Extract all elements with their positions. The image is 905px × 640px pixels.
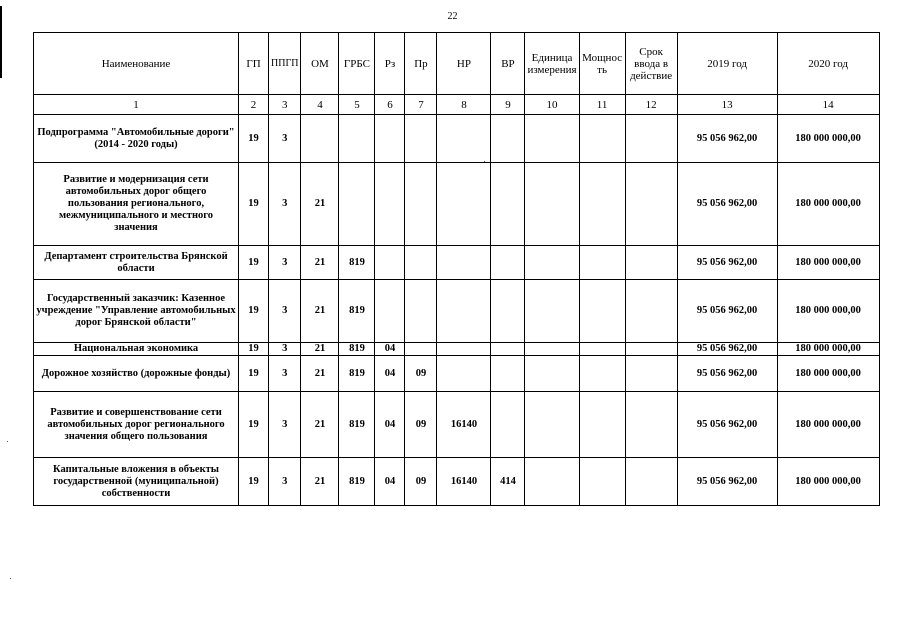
row-name: Национальная экономика (34, 343, 239, 356)
cell-om: 21 (301, 356, 339, 392)
cell-rz: 04 (375, 458, 405, 506)
table-row (34, 280, 880, 343)
cell-vr (491, 163, 525, 246)
cell-om (301, 115, 339, 163)
cell-pr: 09 (405, 392, 437, 458)
row-name: Развитие и совершенствование сети автомобильных дорог регионального значения общего пользования (34, 392, 239, 458)
column-number: 11 (579, 95, 625, 115)
cell-nr (437, 356, 491, 392)
cell-capacity (579, 246, 625, 280)
cell-vr (491, 246, 525, 280)
cell-capacity (579, 343, 625, 356)
cell-vr (491, 356, 525, 392)
cell-grbs (339, 163, 375, 246)
cell-pr (405, 246, 437, 280)
column-number: 2 (239, 95, 269, 115)
header-cell: ППГП (269, 33, 301, 95)
column-number-row (34, 95, 880, 115)
table-row (34, 246, 880, 280)
header-cell: ГРБС (339, 33, 375, 95)
cell-vr (491, 280, 525, 343)
column-number: 8 (437, 95, 491, 115)
cell-unit (525, 163, 579, 246)
cell-term (625, 280, 677, 343)
cell-2019: 95 056 962,00 (677, 115, 777, 163)
row-name: Дорожное хозяйство (дорожные фонды) (34, 356, 239, 392)
header-cell: ВР (491, 33, 525, 95)
cell-2020: 180 000 000,00 (777, 458, 879, 506)
budget-table (33, 32, 880, 506)
header-cell: 2020 год (777, 33, 879, 95)
cell-gp: 19 (239, 115, 269, 163)
cell-pr: 09 (405, 356, 437, 392)
cell-pr (405, 280, 437, 343)
column-number: 12 (625, 95, 677, 115)
cell-rz: 04 (375, 392, 405, 458)
column-number: 5 (339, 95, 375, 115)
cell-capacity (579, 163, 625, 246)
header-cell: Наименование (34, 33, 239, 95)
header-cell: Срок ввода в действие (625, 33, 677, 95)
cell-ppgp: 3 (269, 246, 301, 280)
cell-rz (375, 115, 405, 163)
cell-gp: 19 (239, 458, 269, 506)
cell-pr (405, 163, 437, 246)
cell-2019: 95 056 962,00 (677, 458, 777, 506)
cell-term (625, 356, 677, 392)
cell-unit (525, 280, 579, 343)
cell-2019: 95 056 962,00 (677, 280, 777, 343)
table-row (34, 392, 880, 458)
cell-term (625, 163, 677, 246)
cell-term (625, 458, 677, 506)
cell-rz: 04 (375, 343, 405, 356)
cell-nr (437, 343, 491, 356)
cell-pr: 09 (405, 458, 437, 506)
cell-vr: 414 (491, 458, 525, 506)
cell-ppgp: 3 (269, 343, 301, 356)
column-number: 3 (269, 95, 301, 115)
cell-grbs: 819 (339, 392, 375, 458)
row-name: Государственный заказчик: Казенное учреждение "Управление автомобильных дорог Брянской области" (34, 280, 239, 343)
cell-grbs: 819 (339, 356, 375, 392)
cell-2020: 180 000 000,00 (777, 392, 879, 458)
cell-2020: 180 000 000,00 (777, 115, 879, 163)
cell-2019: 95 056 962,00 (677, 343, 777, 356)
cell-unit (525, 458, 579, 506)
cell-rz (375, 163, 405, 246)
cell-2019: 95 056 962,00 (677, 246, 777, 280)
cell-unit (525, 392, 579, 458)
cell-capacity (579, 458, 625, 506)
header-cell: НР (437, 33, 491, 95)
cell-nr: 16140 (437, 392, 491, 458)
cell-vr (491, 115, 525, 163)
cell-gp: 19 (239, 392, 269, 458)
cell-grbs: 819 (339, 280, 375, 343)
cell-capacity (579, 392, 625, 458)
cell-om: 21 (301, 163, 339, 246)
cell-ppgp: 3 (269, 280, 301, 343)
header-cell: ОМ (301, 33, 339, 95)
cell-gp: 19 (239, 356, 269, 392)
cell-pr (405, 115, 437, 163)
table-row (34, 356, 880, 392)
cell-nr (437, 115, 491, 163)
header-cell: Пр (405, 33, 437, 95)
cell-capacity (579, 280, 625, 343)
cell-rz: 04 (375, 356, 405, 392)
cell-gp: 19 (239, 163, 269, 246)
cell-2020: 180 000 000,00 (777, 246, 879, 280)
cell-term (625, 392, 677, 458)
table-row (34, 343, 880, 356)
header-cell: ГП (239, 33, 269, 95)
cell-rz (375, 280, 405, 343)
column-number: 10 (525, 95, 579, 115)
cell-om: 21 (301, 280, 339, 343)
table-row (34, 458, 880, 506)
cell-vr (491, 343, 525, 356)
cell-capacity (579, 115, 625, 163)
row-name: Департамент строительства Брянской области (34, 246, 239, 280)
cell-capacity (579, 356, 625, 392)
cell-om: 21 (301, 458, 339, 506)
cell-2020: 180 000 000,00 (777, 280, 879, 343)
cell-2020: 180 000 000,00 (777, 163, 879, 246)
cell-nr: 16140 (437, 458, 491, 506)
cell-nr (437, 163, 491, 246)
cell-om: 21 (301, 392, 339, 458)
column-number: 6 (375, 95, 405, 115)
cell-vr (491, 392, 525, 458)
header-cell: 2019 год (677, 33, 777, 95)
cell-2019: 95 056 962,00 (677, 356, 777, 392)
cell-term (625, 343, 677, 356)
cell-grbs: 819 (339, 458, 375, 506)
column-number: 13 (677, 95, 777, 115)
column-number: 9 (491, 95, 525, 115)
cell-unit (525, 356, 579, 392)
cell-unit (525, 343, 579, 356)
cell-grbs (339, 115, 375, 163)
cell-om: 21 (301, 246, 339, 280)
header-cell: Мощность (579, 33, 625, 95)
cell-gp: 19 (239, 280, 269, 343)
table-row (34, 115, 880, 163)
column-number: 1 (34, 95, 239, 115)
cell-ppgp: 3 (269, 356, 301, 392)
header-row (34, 33, 880, 95)
cell-ppgp: 3 (269, 458, 301, 506)
header-cell: Рз (375, 33, 405, 95)
table-row (34, 163, 880, 246)
cell-gp: 19 (239, 246, 269, 280)
cell-2019: 95 056 962,00 (677, 392, 777, 458)
cell-nr (437, 280, 491, 343)
cell-grbs: 819 (339, 343, 375, 356)
cell-2019: 95 056 962,00 (677, 163, 777, 246)
scan-speck (7, 441, 8, 442)
scan-speck (10, 578, 11, 579)
cell-pr (405, 343, 437, 356)
column-number: 4 (301, 95, 339, 115)
cell-unit (525, 246, 579, 280)
row-name: Развитие и модернизация сети автомобильных дорог общего пользования регионального, межмуниципального и местного значения (34, 163, 239, 246)
cell-grbs: 819 (339, 246, 375, 280)
row-name: Капитальные вложения в объекты государственной (муниципальной) собственности (34, 458, 239, 506)
row-name: Подпрограмма "Автомобильные дороги" (2014 - 2020 годы) (34, 115, 239, 163)
cell-unit (525, 115, 579, 163)
cell-2020: 180 000 000,00 (777, 343, 879, 356)
cell-ppgp: 3 (269, 115, 301, 163)
cell-2020: 180 000 000,00 (777, 356, 879, 392)
page-number: 22 (447, 11, 458, 22)
cell-ppgp: 3 (269, 163, 301, 246)
column-number: 7 (405, 95, 437, 115)
column-number: 14 (777, 95, 879, 115)
cell-term (625, 246, 677, 280)
header-cell: Единица измерения (525, 33, 579, 95)
cell-ppgp: 3 (269, 392, 301, 458)
cell-gp: 19 (239, 343, 269, 356)
cell-term (625, 115, 677, 163)
cell-om: 21 (301, 343, 339, 356)
cell-nr (437, 246, 491, 280)
cell-rz (375, 246, 405, 280)
